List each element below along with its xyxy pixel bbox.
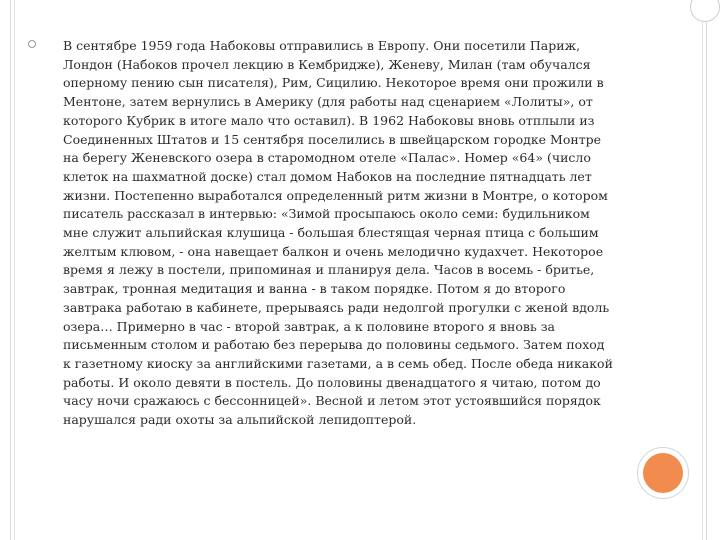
top-decorative-circle bbox=[690, 0, 720, 22]
bullet-icon bbox=[28, 40, 36, 48]
right-border-inner-line bbox=[702, 0, 703, 540]
left-border-line bbox=[10, 0, 11, 540]
body-paragraph: В сентябре 1959 года Набоковы отправились в Европу. Они посетили Париж, Лондон (Набоков прочел лекцию в Кембридже), Женеву, Милан (там обучался оперному пению сын писателя), Рим, Сицилию. Некоторое время они прожили в Ментоне, затем вернулись в Америку (для работы над сценарием «Лолиты», от которого Кубрик в итоге мало что оставил). В 1962 Набоковы вновь отплыли из Соединенных Штатов и 15 сентября поселились в швейцарском городке Монтре на берегу Женевского озера в старомодном отеле «Палас». Номер «64» (число клеток на шахматной доске) стал домом Набоков на последние пятнадцать лет жизни. Постепенно выработался определенный ритм жизни в Монтре, о котором писатель рассказал в интервью: «Зимой просыпаюсь около семи: будильником мне служит альпийская клушица - большая блестящая черная птица с большим желтым клювом, - она навещает балкон и очень мелодично кудахчет. Некоторое время я лежу в постели, припоминая и планируя дела. Часов в восемь - бритье, завтрак, тронная медитация и ванна - в таком порядке. Потом я до второго завтрака работаю в кабинете, прерываясь ради недолгой прогулки с женой вдоль озера… Примерно в час - второй завтрак, а к половине второго я вновь за письменным столом и работаю без перерыва до половины седьмого. Затем поход к газетному киоску за английскими газетами, а в семь обед. После обеда никакой работы. И около девяти в постель. До половины двенадцатого я читаю, потом до часу ночи сражаюсь с бессонницей». Весной и летом этот устоявшийся порядок нарушался ради охоты за альпийской лепидоптерой. bbox=[63, 38, 613, 428]
orange-circle-decoration bbox=[643, 453, 683, 493]
right-border-line bbox=[706, 0, 707, 540]
left-border-inner-line bbox=[14, 0, 15, 540]
